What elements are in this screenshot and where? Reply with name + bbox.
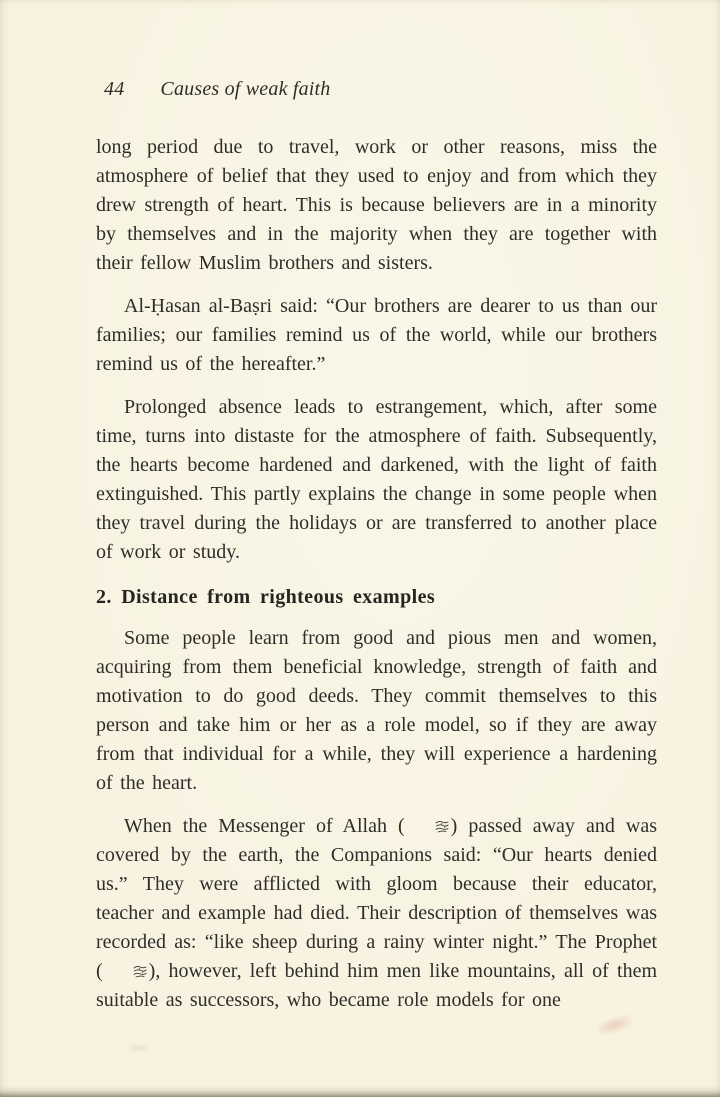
paragraph-text-after: ), however, left behind him men like mountains, all of them suitable as successors, who became role models for one	[96, 960, 657, 1011]
page-body	[96, 133, 657, 1029]
paragraph-continuation: long period due to travel, work or other reasons, miss the atmosphere of belief that they used to enjoy and from which they drew strength of heart. This is because believers are in a minority by themselves and in the majority when they are together with their fellow Muslim brothers and sisters.	[96, 136, 657, 274]
page-bottom-edge	[0, 1085, 720, 1097]
paper-blemish	[128, 1044, 148, 1052]
paragraph-righteous-examples: Some people learn from good and pious men and women, acquiring from them beneficial knowledge, strength of faith and motivation to do good deeds. They commit themselves to this person and take him or her as a role model, so if they are away from that individual for a while, they will experience a hardening of the heart.	[96, 627, 657, 794]
paragraph-quote-hasan-basri: Al-Ḥasan al-Baṣri said: “Our brothers are dearer to us than our families; our families remind us of the world, while our brothers remind us of the hereafter.”	[96, 295, 657, 375]
page-header	[104, 78, 331, 101]
paragraph-text-before: When the Messenger of Allah (	[124, 815, 405, 837]
paragraph-messenger-passing	[96, 812, 657, 1015]
section-heading: 2. Distance from righteous examples	[96, 586, 436, 608]
pbuh-calligraphy-icon	[104, 964, 148, 979]
paragraph-prolonged-absence: Prolonged absence leads to estrangement, which, after some time, turns into distaste for the atmosphere of faith. Subsequently, the hearts become hardened and darkened, with the light of faith extinguished. This partly explains the change in some people when they travel during the holidays or are transferred to another place of work or study.	[96, 396, 657, 563]
paragraph-text-middle: ) passed away and was covered by the earth, the Companions said: “Our hearts denied us.” They were afflicted with gloom because their educator, teacher and example had died. Their description of themselves was recorded as: “like sheep during a rainy winter night.” The Prophet (	[96, 815, 657, 982]
pbuh-calligraphy-icon	[406, 819, 450, 834]
running-title: Causes of weak faith	[160, 78, 331, 100]
page-number: 44	[104, 78, 125, 100]
